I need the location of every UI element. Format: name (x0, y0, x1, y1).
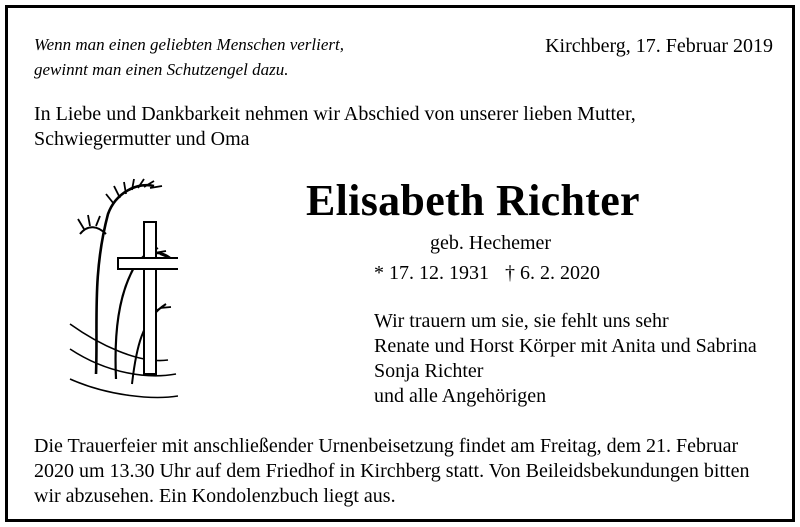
maiden-name: geb. Hechemer (430, 232, 552, 254)
intro-line: Schwiegermutter und Oma (34, 128, 250, 150)
deceased-name: Elisabeth Richter (306, 176, 640, 225)
ceremony-line: 2020 um 13.30 Uhr auf dem Friedhof in Kirchberg statt. Von Beileidsbekundungen bitten (34, 460, 750, 482)
intro-line: In Liebe und Dankbarkeit nehmen wir Abschied von unserer lieben Mutter, (34, 103, 636, 125)
mourner-line: Sonja Richter (374, 360, 484, 382)
ceremony-line: Die Trauerfeier mit anschließender Urnenbeisetzung findet am Freitag, dem 21. Februar (34, 435, 739, 457)
intro-text (34, 102, 636, 152)
quote-line: gewinnt man einen Schutzengel dazu. (34, 60, 289, 79)
death-date: † 6. 2. 2020 (505, 262, 600, 284)
mourner-line: Renate und Horst Körper mit Anita und Sabrina (374, 335, 757, 357)
ceremony-info (34, 434, 749, 509)
mourner-line: Wir trauern um sie, sie fehlt uns sehr (374, 310, 669, 332)
birth-date: * 17. 12. 1931 (374, 262, 489, 284)
obituary-notice (5, 5, 795, 522)
ceremony-line: wir abzusehen. Ein Kondolenzbuch liegt aus. (34, 485, 396, 507)
cross-with-wheat-icon (68, 174, 178, 404)
place-date: Kirchberg, 17. Februar 2019 (545, 35, 773, 57)
mourners-list (374, 309, 757, 409)
quote-line: Wenn man einen geliebten Menschen verliert, (34, 35, 344, 54)
life-dates (374, 261, 600, 285)
memorial-quote (34, 32, 344, 82)
mourner-line: und alle Angehörigen (374, 385, 547, 407)
